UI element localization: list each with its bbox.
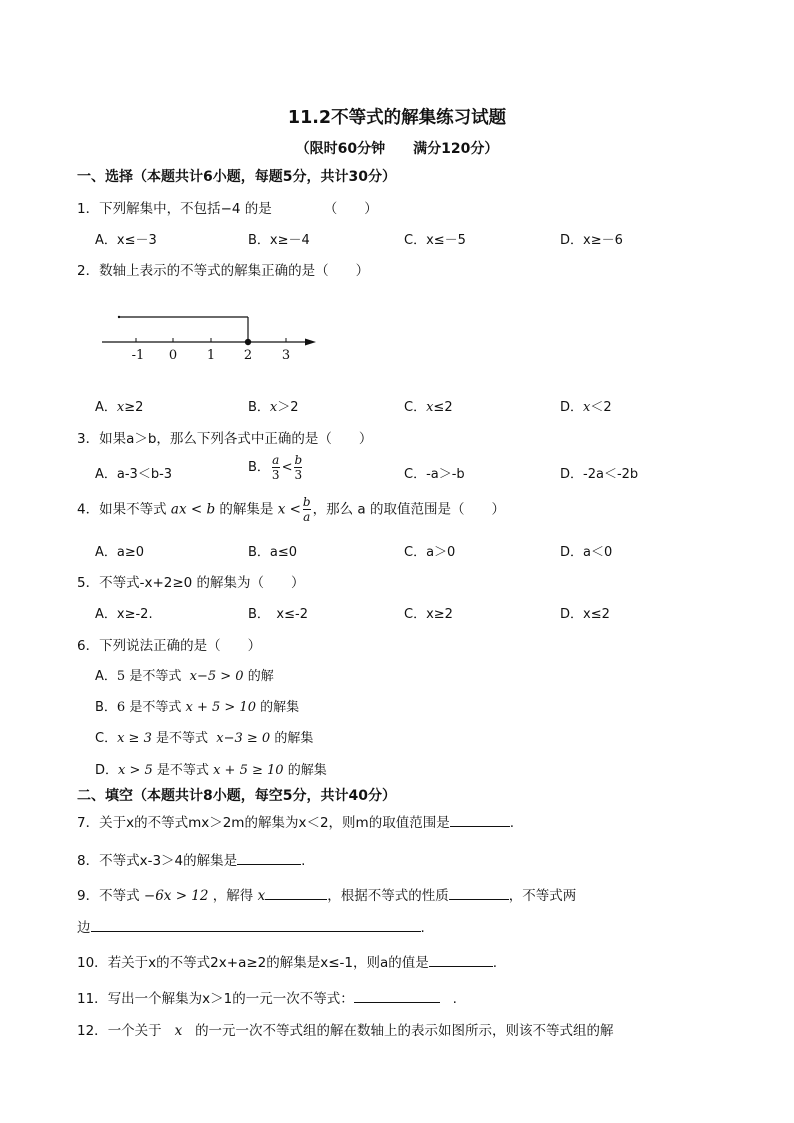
option-d: D．a＜0 <box>560 545 613 560</box>
section-heading-fill: 二、填空（本题共计8小题，每空5分，共计40分） <box>77 788 396 804</box>
option-b: B．x≥－4 <box>248 233 310 248</box>
question-9: 9．不等式 −6x > 12 ，解得 x ，根据不等式的性质 ，不等式两 <box>77 884 576 904</box>
number-line-figure <box>96 304 326 366</box>
answer-blank[interactable] <box>450 812 510 827</box>
question-10: 10．若关于x的不等式2x+a≥2的解集是x≤-1，则a的值是 . <box>77 951 497 971</box>
option-b: B．x＞2 <box>248 400 299 415</box>
fraction: $\frac{a}{3}$ <box>271 453 280 482</box>
option-c: C．x≤2 <box>404 400 453 415</box>
fraction: $\frac{b}{3}$ <box>294 453 303 482</box>
tick-label: 1 <box>206 348 216 363</box>
answer-blank[interactable] <box>449 885 509 900</box>
question-7: 7．关于x的不等式mx＞2m的解集为x＜2，则m的取值范围是 . <box>77 811 514 831</box>
inequality: −6x > 12 <box>143 888 209 904</box>
question-3 <box>77 427 372 447</box>
question-6 <box>77 634 261 654</box>
answer-blank[interactable] <box>265 885 327 900</box>
ray-end <box>118 316 120 318</box>
option-c: C．a＞0 <box>404 545 456 560</box>
tick-label: 2 <box>243 348 253 363</box>
option-b: B．6 是不等式 x + 5 > 10 的解集 <box>95 700 300 715</box>
option-c: C．x ≥ 3 是不等式 x−3 ≥ 0 的解集 <box>95 731 314 746</box>
option-c: C．-a＞-b <box>404 467 465 482</box>
option-a: A．x≤－3 <box>95 233 157 248</box>
option-a: A．x≥-2. <box>95 607 153 622</box>
answer-blank[interactable] <box>354 988 440 1003</box>
question-number: 6． <box>77 638 100 654</box>
question-11: 11．写出一个解集为x＞1的一元一次不等式： . <box>77 987 457 1007</box>
question-number: 2． <box>77 263 100 279</box>
tick-label: -1 <box>131 348 145 363</box>
question-number: 7． <box>77 815 100 831</box>
exam-info <box>0 138 794 158</box>
option-b: B． $\frac{a}{3}$ < $\frac{b}{3}$ <box>248 453 303 482</box>
option-d: D．x > 5 是不等式 x + 5 ≥ 10 的解集 <box>95 763 327 778</box>
option-b: B． x≤-2 <box>248 607 308 622</box>
option-d: D．x≤2 <box>560 607 610 622</box>
question-number: 3． <box>77 431 100 447</box>
question-text: 写出一个解集为x＞1的一元一次不等式： <box>107 991 354 1007</box>
question-number: 5． <box>77 575 100 591</box>
option-b: B．a≤0 <box>248 545 298 560</box>
question-number: 4． <box>77 501 100 518</box>
answer-paren: （ ） <box>323 201 378 217</box>
time-limit: （限时60分钟 <box>295 141 386 157</box>
question-4: 4．如果不等式 ax < b 的解集是 x < $\frac{b}{a}$ ，那么 a 的取值范围是（ ） <box>77 495 505 524</box>
question-8: 8．不等式x-3＞4的解集是 . <box>77 849 305 869</box>
question-number: 10． <box>77 955 108 971</box>
question-number: 9． <box>77 888 100 904</box>
answer-blank[interactable] <box>237 850 301 865</box>
question-number: 12． <box>77 1023 108 1039</box>
question-text: 不等式-x+2≥0 的解集为（ ） <box>99 575 305 591</box>
question-12: 12．一个关于 x 的一元一次不等式组的解在数轴上的表示如图所示，则该不等式组的解 <box>77 1023 614 1039</box>
question-text: 若关于x的不等式2x+a≥2的解集是x≤-1，则a的值是 <box>107 955 429 971</box>
question-9-line2: 边 . <box>77 916 425 936</box>
question-text: 关于x的不等式mx＞2m的解集为x＜2，则m的取值范围是 <box>99 815 450 831</box>
option-d: D．-2a＜-2b <box>560 467 639 482</box>
question-5 <box>77 571 305 591</box>
question-text: 下列说法正确的是（ ） <box>99 638 262 654</box>
question-text: 如果a＞b，那么下列各式中正确的是（ ） <box>99 431 373 447</box>
option-a: A．a-3＜b-3 <box>95 467 173 482</box>
tick-label: 0 <box>168 348 178 363</box>
section-heading-choice: 一、选择（本题共计6小题，每题5分，共计30分） <box>77 169 396 185</box>
question-1 <box>77 197 378 217</box>
full-score: 满分120分） <box>413 141 499 157</box>
question-text: 不等式x-3＞4的解集是 <box>99 853 238 869</box>
question-number: 1． <box>77 201 100 217</box>
option-c: C．x≤－5 <box>404 233 466 248</box>
tick-label: 3 <box>281 348 291 363</box>
option-d: D．x＜2 <box>560 400 612 415</box>
option-a: A．x≥2 <box>95 400 144 415</box>
inequality: ax < b <box>170 501 216 518</box>
question-text: 数轴上表示的不等式的解集正确的是（ ） <box>99 263 370 279</box>
option-c: C．x≥2 <box>404 607 453 622</box>
answer-blank[interactable] <box>91 917 421 932</box>
axis-arrow-icon <box>305 339 316 346</box>
question-number: 8． <box>77 853 100 869</box>
question-text: 下列解集中，不包括−4 的是 <box>99 201 272 217</box>
page-title: 11.2不等式的解集练习试题 <box>287 108 507 128</box>
option-a: A．5 是不等式 x−5 > 0 的解 <box>95 669 274 684</box>
option-d: D．x≥－6 <box>560 233 623 248</box>
answer-blank[interactable] <box>429 952 493 967</box>
fraction: $\frac{b}{a}$ <box>302 495 311 524</box>
question-2 <box>77 259 369 279</box>
question-number: 11． <box>77 991 108 1007</box>
option-a: A．a≥0 <box>95 545 145 560</box>
